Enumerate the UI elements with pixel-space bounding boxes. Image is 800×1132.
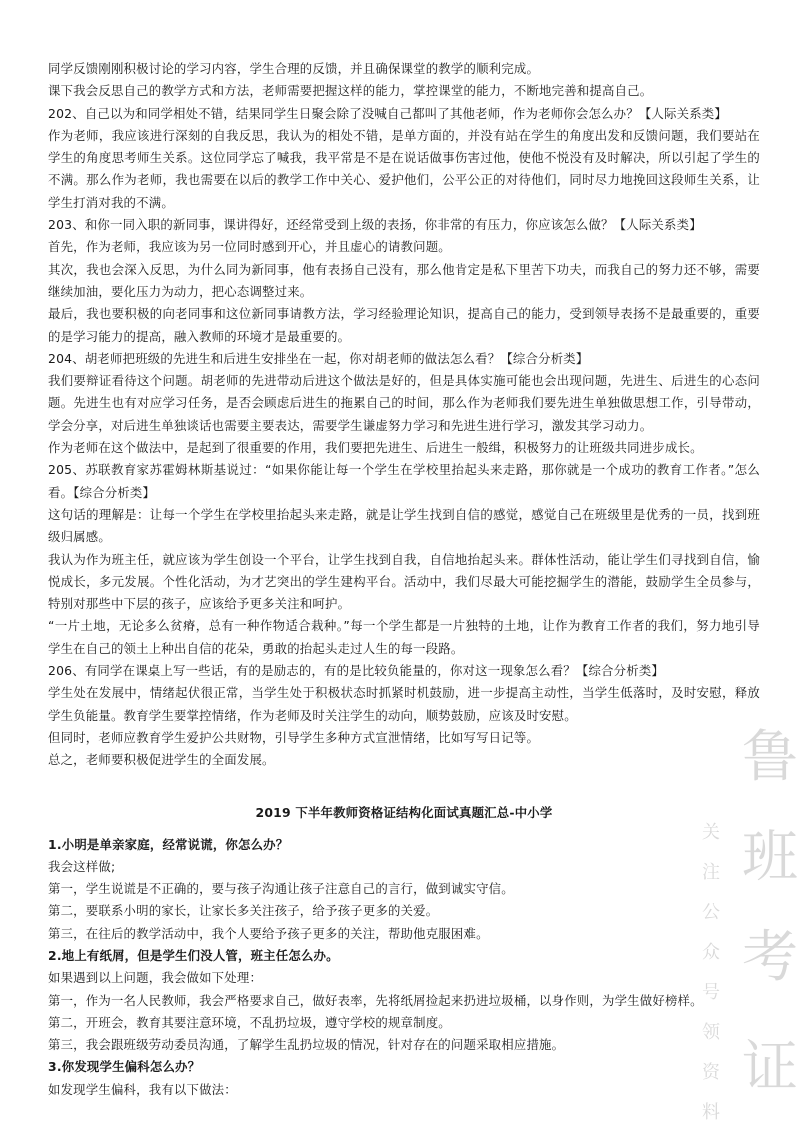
item-title: 1.小明是单亲家庭，经常说谎，你怎么办？ — [48, 836, 289, 852]
watermark-char: 公 — [702, 902, 720, 923]
item-line: 第二，开班会，教育其要注意环境，不乱扔垃圾，遵守学校的规章制度。 — [48, 1014, 451, 1030]
item-line: 我会这样做; — [48, 858, 116, 874]
item-line: 第三，在往后的教学活动中，我个人要给予孩子更多的关注，帮助他克服困难。 — [48, 925, 489, 941]
item-line: 第一，学生说谎是不正确的，要与孩子沟通让孩子注意自己的言行，做到诚实守信。 — [48, 881, 514, 897]
answer-paragraph: 作为老师，我应该进行深刻的自我反思，我认为的相处不错，是单方面的，并没有站在学生的角度出发和反馈问题，我们要站在学生的角度思考师生关系。这位同学忘了喊我，我平常是不是在说话做事伤害过他，使他不悦没有及时解决，所以引起了学生的不满。那么作为老师，我也需要在以后的教学工作中关心、爱护他们，公平公正的对待他们，同时尽力地挽回这段师生关系，让学生打消对我的不满。 — [48, 127, 760, 210]
answer-paragraph: 最后，我也要积极的向老同事和这位新同事请教方法，学习经验理论知识，提高自己的能力，受到领导表扬不是最重要的，重要的是学习能力的提高，融入教师的环境才是最重要的。 — [48, 306, 760, 344]
watermark-char: 注 — [702, 862, 720, 883]
answer-paragraph: 其次，我也会深入反思，为什么同为新同事，他有表扬自己没有，那么他肯定是私下里苦下功夫，而我自己的努力还不够，需要继续加油，要化压力为动力，把心态调整过来。 — [48, 261, 760, 299]
item-line: 第一，作为一名人民教师，我会严格要求自己，做好表率，先将纸屑捡起来扔进垃圾桶，以身作则，为学生做好榜样。 — [48, 992, 703, 1008]
document-body — [48, 58, 760, 1101]
watermark-char: 证 — [742, 1035, 798, 1100]
answer-paragraph: 我认为作为班主任，就应该为学生创设一个平台，让学生找到自我，自信地抬起头来。群体性活动，能让学生们寻找到自信，愉悦成长，多元发展。个性化活动，为才艺突出的学生建构平台。活动中，我们尽最大可能挖掘学生的潜能，鼓励学生全员参与，特别对那些中下层的孩子，应该给予更多关注和呵护。 — [48, 551, 760, 612]
watermark-char: 领 — [702, 1022, 720, 1043]
watermark-char: 班 — [742, 825, 798, 890]
watermark-char: 料 — [702, 1102, 720, 1123]
section-title: 2019 下半年教师资格证结构化面试真题汇总-中小学 — [255, 804, 553, 820]
answer-paragraph: 首先，作为老师，我应该为另一位同时感到开心，并且虚心的请教问题。 — [48, 239, 451, 255]
answer-paragraph: 作为老师在这个做法中，是起到了很重要的作用，我们要把先进生、后进生一般缉，积极努力的让班级共同进步成长。 — [48, 440, 703, 456]
question-206: 206、有同学在课桌上写一些话，有的是励志的，有的是比较负能量的，你对这一现象怎么看？【综合分析类】 — [48, 663, 665, 679]
watermark-char: 号 — [702, 982, 720, 1003]
paragraph: 同学反馈刚刚积极讨论的学习内容，学生合理的反馈，并且确保课堂的教学的顺利完成。 — [48, 61, 540, 76]
question-202: 202、自己以为和同学相处不错，结果同学生日聚会除了没喊自己都叫了其他老师，作为老师你会怎么办？【人际关系类】 — [48, 105, 727, 121]
item-title: 2.地上有纸屑，但是学生们没人管，班主任怎么办。 — [48, 947, 339, 963]
answer-paragraph: 学生处在发展中，情绪起伏很正常，当学生处于积极状态时抓紧时机鼓励，进一步提高主动性，当学生低落时，及时安慰，释放学生负能量。教育学生要掌控情绪，作为老师及时关注学生的动向，顺势鼓励，应该及时安慰。 — [48, 685, 760, 723]
answer-paragraph: 总之，老师要积极促进学生的全面发展。 — [48, 752, 275, 768]
watermark-char: 考 — [742, 925, 798, 990]
item-line: 如发现学生偏科，我有以下做法： — [48, 1081, 237, 1097]
question-203: 203、和你一同入职的新同事，课讲得好，还经常受到上级的表扬，你非常的有压力，你应该怎么做？【人际关系类】 — [48, 217, 702, 233]
item-line: 第二，要联系小明的家长，让家长多关注孩子，给予孩子更多的关爱。 — [48, 903, 439, 919]
question-204: 204、胡老师把班级的先进生和后进生安排坐在一起，你对胡老师的做法怎么看？【综合分析类】 — [48, 350, 589, 366]
item-line: 如果遇到以上问题，我会做如下处理： — [48, 970, 263, 986]
question-205: 205、苏联教育家苏霍姆林斯基说过：“如果你能让每一个学生在学校里抬起头来走路，那你就是一个成功的教育工作者。”怎么看。【综合分析类】 — [48, 462, 760, 500]
watermark-char: 资 — [702, 1062, 720, 1083]
watermark-char: 众 — [702, 942, 720, 963]
paragraph: 课下我会反思自己的教学方式和方法，老师需要把握这样的能力，掌控课堂的能力，不断地完善和提高自己。 — [48, 83, 653, 99]
watermark-char: 鲁 — [742, 725, 798, 790]
answer-paragraph: “一片土地，无论多么贫瘠，总有一种作物适合栽种。”每一个学生都是一片独特的土地，让作为教育工作者的我们，努力地引导学生在自己的领土上种出自信的花朵，勇敢的抬起头走过人生的每一段路。 — [48, 618, 760, 656]
answer-paragraph: 我们要辩证看待这个问题。胡老师的先进带动后进这个做法是好的，但是具体实施可能也会出现问题，先进生、后进生的心态问题。先进生也有对应学习任务，是否会顾虑后进生的拖累自己的时间，那么作为老师我们要先进生单独做思想工作，引导带动，学会分享，对后进生单独谈话也需要主要表达，需要学生谦虚努力学习和先进生进行学习，激发其学习动力。 — [48, 373, 760, 433]
answer-paragraph: 这句话的理解是：让每一个学生在学校里抬起头来走路，就是让学生找到自信的感觉，感觉自己在班级里是优秀的一员，找到班级归属感。 — [48, 506, 760, 545]
item-line: 第三，我会跟班级劳动委员沟通，了解学生乱扔垃圾的情况，针对存在的问题采取相应措施。 — [48, 1037, 565, 1053]
watermark-char: 关 — [702, 822, 720, 843]
answer-paragraph: 但同时，老师应教育学生爱护公共财物，引导学生多种方式宣泄情绪，比如写写日记等。 — [48, 729, 540, 745]
item-title: 3.你发现学生偏科怎么办？ — [48, 1059, 201, 1075]
